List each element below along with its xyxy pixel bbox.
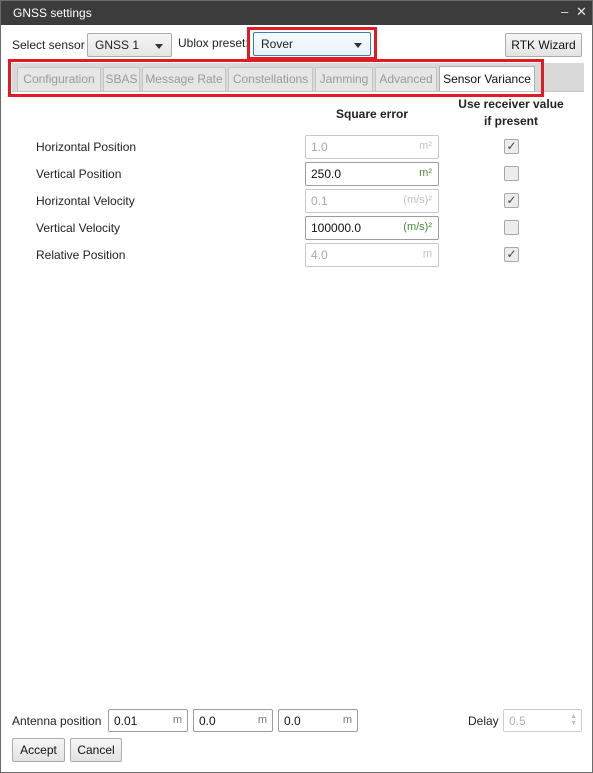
horizontal-position-input: [305, 135, 439, 159]
delay-input: [503, 709, 582, 732]
ublox-preset-dropdown[interactable]: [253, 32, 371, 56]
horizontal-velocity-input: [305, 189, 439, 213]
ublox-preset-value: Rover: [261, 37, 294, 51]
vertical-position-unit: m²: [419, 167, 432, 179]
tab-sbas[interactable]: SBAS: [103, 67, 140, 91]
vertical-position-use-receiver-checkbox[interactable]: [504, 166, 519, 181]
check-icon: ✓: [506, 247, 517, 261]
row-label-horizontal-velocity: Horizontal Velocity: [36, 194, 135, 208]
ublox-preset-label: Ublox preset:: [178, 36, 249, 50]
chevron-down-icon: [155, 44, 163, 49]
tab-strip: [12, 63, 584, 91]
rtk-wizard-button[interactable]: RTK Wizard: [505, 33, 582, 57]
sensor-dropdown[interactable]: [87, 33, 172, 57]
vertical-velocity-unit: (m/s)²: [403, 221, 432, 233]
relative-position-value: 4.0: [311, 248, 328, 262]
vertical-position-input[interactable]: [305, 162, 439, 186]
check-icon: ✓: [506, 193, 517, 207]
tab-advanced[interactable]: Advanced: [375, 67, 437, 91]
chevron-down-icon: [354, 43, 362, 48]
antenna-z-value: 0.0: [284, 714, 301, 728]
horizontal-velocity-use-receiver-checkbox[interactable]: [504, 193, 519, 208]
horizontal-velocity-value: 0.1: [311, 194, 328, 208]
relative-position-unit: m: [422, 248, 432, 260]
cancel-button[interactable]: Cancel: [70, 738, 122, 762]
row-label-vertical-position: Vertical Position: [36, 167, 122, 181]
tab-message-rate[interactable]: Message Rate: [142, 67, 226, 91]
horizontal-velocity-unit: (m/s)²: [403, 194, 432, 206]
use-receiver-header-line1: Use receiver value: [458, 97, 564, 111]
horizontal-position-unit: m²: [419, 140, 432, 152]
antenna-y-input[interactable]: [193, 709, 273, 732]
antenna-y-value: 0.0: [199, 714, 216, 728]
vertical-position-value: 250.0: [311, 167, 342, 181]
delay-label: Delay: [468, 714, 499, 728]
relative-position-input: [305, 243, 439, 267]
antenna-z-unit: m: [342, 714, 352, 726]
antenna-y-unit: m: [257, 714, 267, 726]
antenna-position-label: Antenna position: [12, 714, 102, 728]
row-label-horizontal-position: Horizontal Position: [36, 140, 137, 154]
antenna-z-input[interactable]: [278, 709, 358, 732]
accept-button[interactable]: Accept: [12, 738, 65, 762]
row-label-relative-position: Relative Position: [36, 248, 126, 262]
title-bar[interactable]: [1, 1, 592, 25]
vertical-velocity-value: 100000.0: [311, 221, 362, 235]
use-receiver-header-line2: if present: [483, 114, 538, 128]
sensor-dropdown-value: GNSS 1: [95, 38, 140, 52]
antenna-x-unit: m: [172, 714, 182, 726]
tab-jamming[interactable]: Jamming: [315, 67, 373, 91]
minimize-icon[interactable]: –: [561, 4, 569, 19]
antenna-x-value: 0.01: [114, 714, 138, 728]
square-error-header: Square error: [335, 107, 409, 121]
close-icon[interactable]: ✕: [576, 4, 587, 19]
horizontal-position-value: 1.0: [311, 140, 328, 154]
tab-configuration[interactable]: Configuration: [17, 67, 101, 91]
vertical-velocity-use-receiver-checkbox[interactable]: [504, 220, 519, 235]
spinner-arrows-icon: ▲ ▼: [570, 713, 577, 727]
relative-position-use-receiver-checkbox[interactable]: [504, 247, 519, 262]
antenna-x-input[interactable]: [108, 709, 188, 732]
horizontal-position-use-receiver-checkbox[interactable]: [504, 139, 519, 154]
check-icon: ✓: [506, 139, 517, 153]
delay-value: 0.5: [509, 714, 526, 728]
tab-sensor-variance[interactable]: Sensor Variance: [439, 66, 535, 92]
select-sensor-label: Select sensor: [12, 38, 85, 52]
tab-constellations[interactable]: Constellations: [228, 67, 313, 91]
tab-content-divider: [12, 91, 584, 92]
row-label-vertical-velocity: Vertical Velocity: [36, 221, 121, 235]
vertical-velocity-input[interactable]: [305, 216, 439, 240]
window-title: GNSS settings: [13, 6, 92, 20]
